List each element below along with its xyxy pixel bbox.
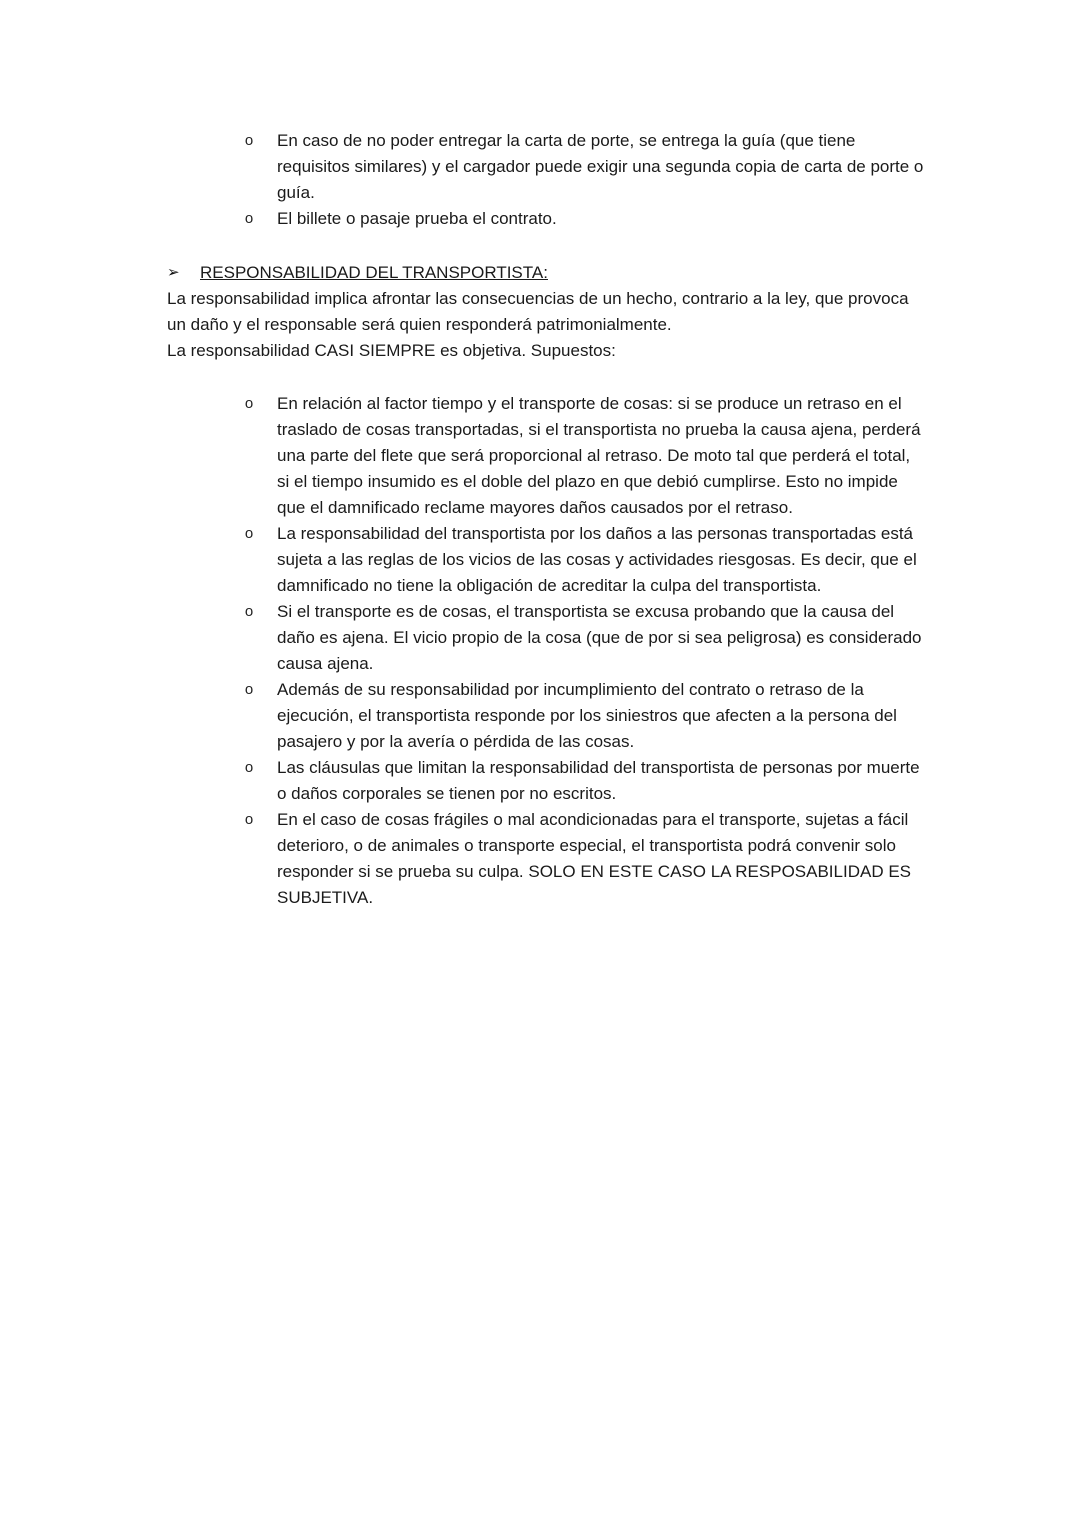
section-heading-text: RESPONSABILIDAD DEL TRANSPORTISTA: (200, 263, 548, 282)
list-item-text: En caso de no poder entregar la carta de porte, se entrega la guía (que tiene requisitos similares) y el cargador puede exigir una segunda copia de carta de porte o guía. (277, 131, 924, 202)
list-item (0, 807, 927, 911)
list-item (0, 599, 927, 677)
hollow-bullet-icon: o (244, 395, 254, 412)
list-item (0, 206, 927, 232)
section-intro-paragraph: La responsabilidad implica afrontar las consecuencias de un hecho, contrario a la ley, que provoca un daño y el responsable será quien responderá patrimonialmente. (167, 289, 909, 334)
list-item (0, 521, 927, 599)
list-item-text: Además de su responsabilidad por incumplimiento del contrato o retraso de la ejecución, el transportista responde por los siniestros que afecten a la persona del pasajero y por la avería o pérdida de las cosas. (277, 680, 897, 751)
hollow-bullet-icon: o (244, 132, 254, 149)
top-bullet-list (0, 128, 927, 232)
hollow-bullet-icon: o (244, 759, 254, 776)
list-item-text: Las cláusulas que limitan la responsabilidad del transportista de personas por muerte o daños corporales se tienen por no escritos. (277, 758, 920, 803)
list-item (0, 391, 927, 521)
list-item-text: Si el transporte es de cosas, el transportista se excusa probando que la causa del daño es ajena. El vicio propio de la cosa (que de por si sea peligrosa) es considerado causa ajena. (277, 602, 922, 673)
cases-bullet-list (0, 391, 927, 911)
hollow-bullet-icon: o (244, 811, 254, 828)
list-item (0, 677, 927, 755)
list-item-text: En el caso de cosas frágiles o mal acondicionadas para el transporte, sujetas a fácil deterioro, o de animales o transporte especial, el transportista podrá convenir solo responder si se prueba su culpa. SOLO EN ESTE CASO LA RESPOSABILIDAD ES SUBJETIVA. (277, 810, 912, 907)
list-item-text: En relación al factor tiempo y el transporte de cosas: si se produce un retraso en el traslado de cosas transportadas, si el transportista no prueba la causa ajena, perderá una parte del flete que será proporcional al retraso. De moto tal que perderá el total, si el tiempo insumido es el doble del plazo en que debió cumplirse. Esto no impide que el damnificado reclame mayores daños causados por el retraso. (277, 394, 921, 517)
hollow-bullet-icon: o (244, 681, 254, 698)
hollow-bullet-icon: o (244, 210, 254, 227)
hollow-bullet-icon: o (244, 525, 254, 542)
list-item (0, 128, 927, 206)
list-item-text: El billete o pasaje prueba el contrato. (277, 209, 557, 228)
hollow-bullet-icon: o (244, 603, 254, 620)
arrow-bullet-icon: ➢ (167, 264, 180, 281)
section-objective-paragraph: La responsabilidad CASI SIEMPRE es objetiva. Supuestos: (167, 341, 616, 360)
list-item-text: La responsabilidad del transportista por los daños a las personas transportadas está sujeta a las reglas de los vicios de las cosas y actividades riesgosas. Es decir, que el damnificado no tiene la obligación de acreditar la culpa del transportista. (277, 524, 917, 595)
list-item (0, 755, 927, 807)
